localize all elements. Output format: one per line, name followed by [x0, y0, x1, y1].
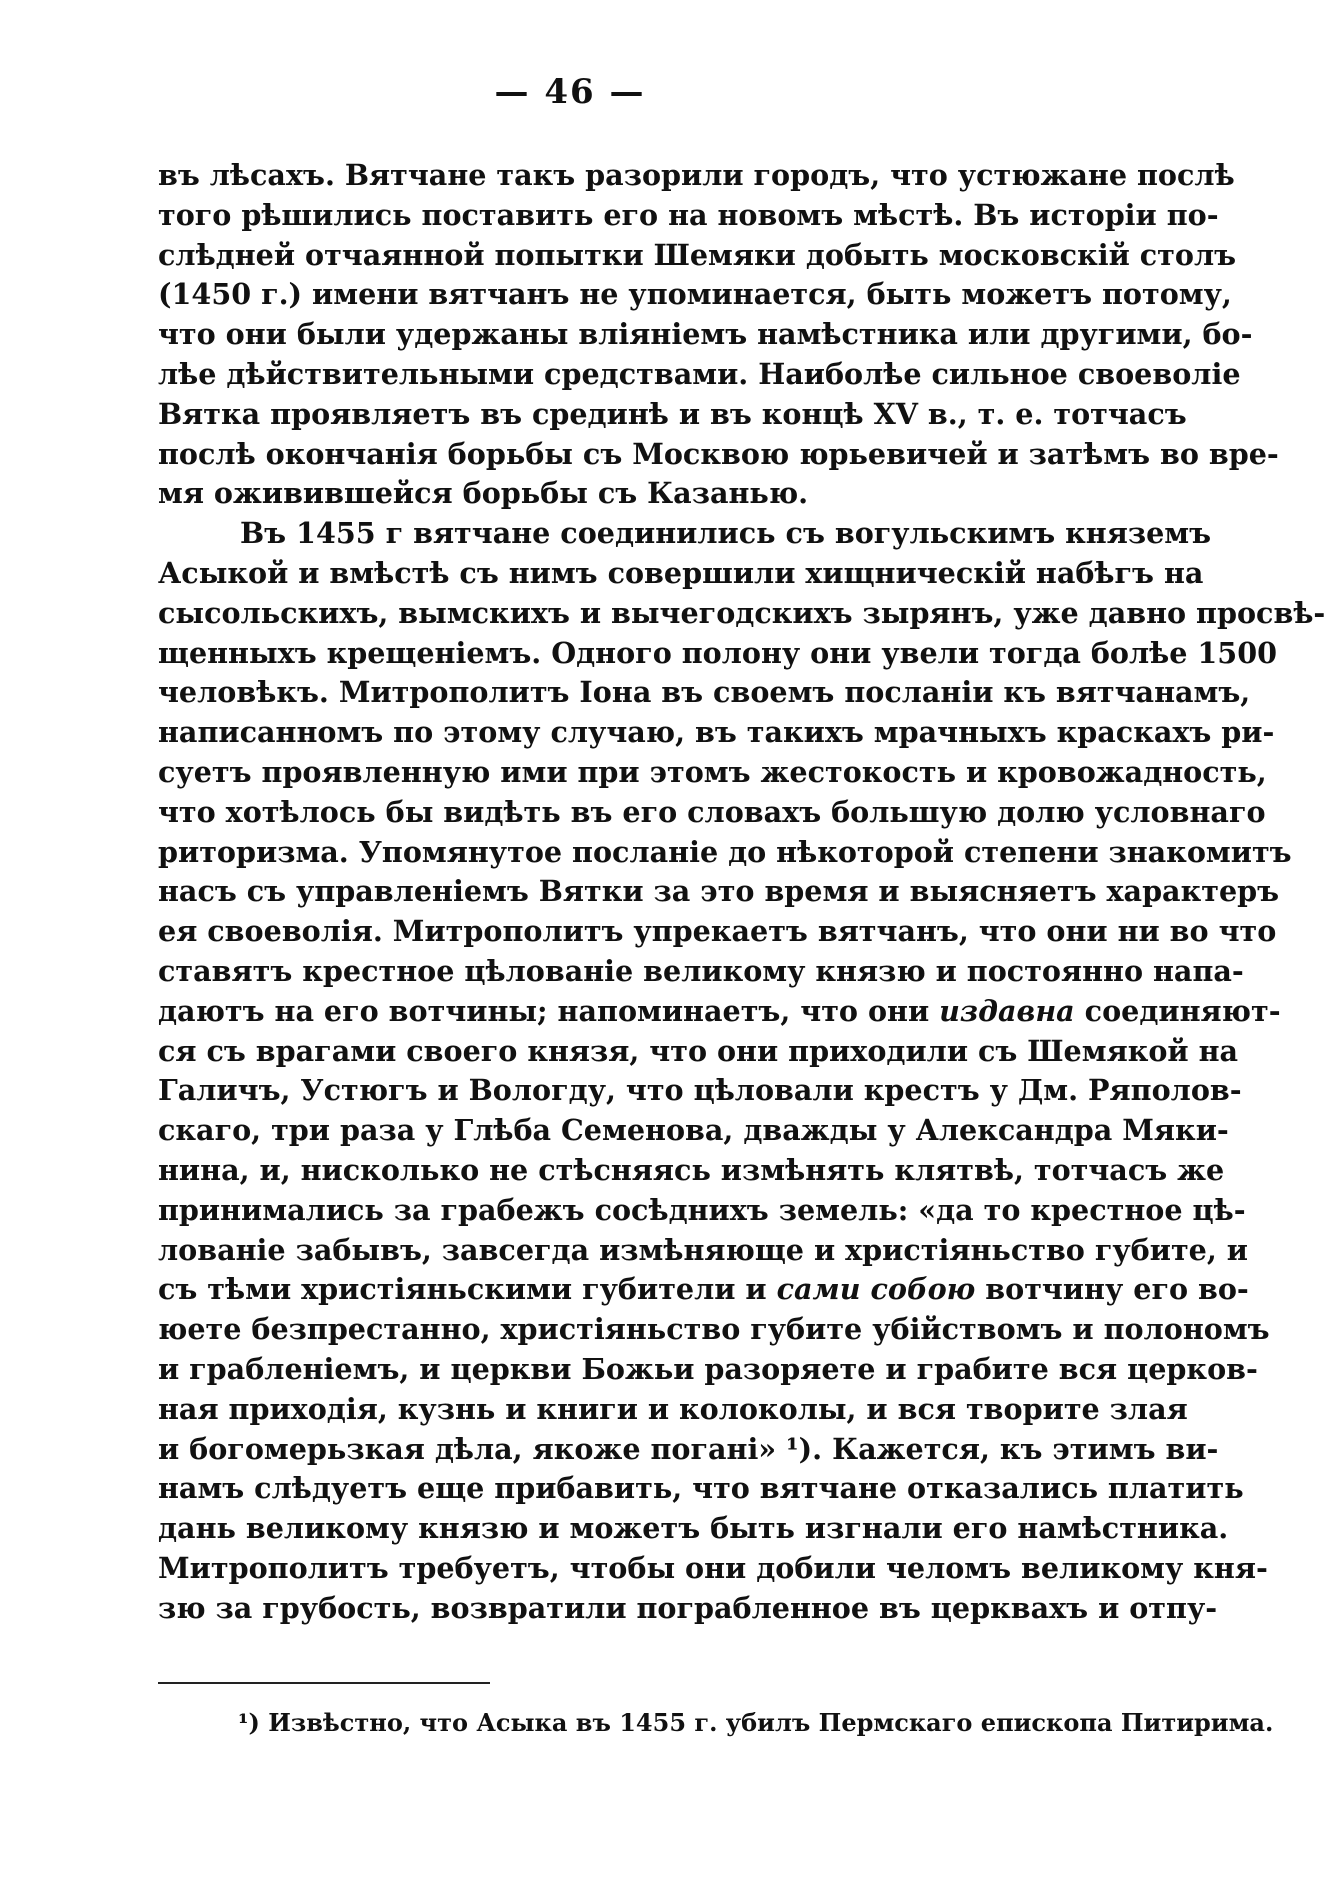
text-line: зю за грубость, возвратили пограбленное въ церквахъ и отпу-: [158, 1590, 1218, 1625]
text-line: даютъ на его вотчины; напоминаетъ, что они издавна соединяют-: [158, 993, 1281, 1028]
text-line: принимались за грабежъ сосѣднихъ земель: «да то крестное цѣ-: [158, 1192, 1246, 1227]
text-line: и грабленіемъ, и церкви Божьи разоряете и грабите вся церков-: [158, 1351, 1258, 1386]
text-line: юете безпрестанно, христіяньство губите убійствомъ и полономъ: [158, 1312, 1270, 1347]
text-line: ея своеволія. Митрополитъ упрекаетъ вятчанъ, что они ни во что: [158, 914, 1277, 949]
text-line: и богомерьзкая дѣла, якоже погані» ¹). Кажется, къ этимъ ви-: [158, 1431, 1219, 1466]
footnote-divider: [158, 1682, 490, 1684]
text-line: Митрополитъ требуетъ, чтобы они добили челомъ великому кня-: [158, 1550, 1268, 1585]
body-text: [158, 156, 1325, 1628]
paragraph-1: [158, 156, 1279, 514]
text-line: мя оживившейся борьбы съ Казанью.: [158, 476, 809, 511]
text-line: въ лѣсахъ. Вятчане такъ разорили городъ, что устюжане послѣ: [158, 158, 1235, 192]
text-line: ся съ врагами своего князя, что они приходили съ Шемякой на: [158, 1033, 1239, 1068]
text-line: суетъ проявленную ими при этомъ жестокость и кровожадность,: [158, 754, 1267, 789]
text-line: лѣе дѣйствительными средствами. Наиболѣе сильное своеволіе: [158, 356, 1241, 391]
text-line: скаго, три раза у Глѣба Семенова, дважды у Александра Мяки-: [158, 1113, 1229, 1148]
text-line: Вятка проявляетъ въ срединѣ и въ концѣ XV в., т. е. тотчасъ: [158, 396, 1187, 431]
text-line: того рѣшились поставить его на новомъ мѣстѣ. Въ исторіи по-: [158, 197, 1219, 232]
text-line: лованіе забывъ, завсегда измѣняюще и христіяньство губите, и: [158, 1232, 1248, 1267]
text-line: дань великому князю и можетъ быть изгнали его намѣстника.: [158, 1511, 1229, 1546]
page-number: — 46 —: [494, 72, 646, 112]
emphasis-text: издавна: [939, 993, 1075, 1028]
text-line: ставятъ крестное цѣлованіе великому князю и постоянно напа-: [158, 953, 1244, 988]
paragraph-2: [158, 514, 1325, 1628]
text-line: написанномъ по этому случаю, въ такихъ мрачныхъ краскахъ ри-: [158, 715, 1275, 750]
text-line: человѣкъ. Митрополитъ Іона въ своемъ посланіи къ вятчанамъ,: [158, 675, 1251, 710]
text-line: нина, и, нисколько не стѣсняясь измѣнять клятвѣ, тотчасъ же: [158, 1152, 1225, 1187]
text-line: что они были удержаны вліяніемъ намѣстника или другими, бо-: [158, 317, 1253, 352]
text-line: Въ 1455 г вятчане соединились съ вогульскимъ княземъ: [240, 516, 1212, 551]
text-line: щенныхъ крещеніемъ. Одного полону они увели тогда болѣе 1500: [158, 635, 1277, 670]
text-line: насъ съ управленіемъ Вятки за это время и выясняетъ характеръ: [158, 874, 1280, 909]
text-line: намъ слѣдуетъ еще прибавить, что вятчане отказались платить: [158, 1471, 1244, 1506]
text-line: риторизма. Упомянутое посланіе до нѣкоторой степени знакомитъ: [158, 834, 1292, 869]
footnote: ¹) Извѣстно, что Асыка въ 1455 г. убилъ Пермскаго епископа Питирима.: [238, 1708, 1274, 1737]
text-line: Асыкой и вмѣстѣ съ нимъ совершили хищническій набѣгъ на: [158, 555, 1204, 590]
text-line: ная приходія, кузнь и книги и колоколы, и вся творите злая: [158, 1391, 1188, 1426]
text-line: послѣ окончанія борьбы съ Москвою юрьевичей и затѣмъ во вре-: [158, 436, 1279, 471]
text-line: что хотѣлось бы видѣть въ его словахъ большую долю условнаго: [158, 794, 1266, 829]
text-line: (1450 г.) имени вятчанъ не упоминается, быть можетъ потому,: [158, 277, 1232, 312]
text-line: съ тѣми христіяньскими губители и сами собою вотчину его во-: [158, 1272, 1249, 1307]
emphasis-text: сами собою: [776, 1272, 976, 1307]
text-line: Галичъ, Устюгъ и Вологду, что цѣловали крестъ у Дм. Ряполов-: [158, 1073, 1242, 1108]
text-line: слѣдней отчаянной попытки Шемяки добыть московскій столъ: [158, 237, 1237, 272]
text-line: сысольскихъ, вымскихъ и вычегодскихъ зырянъ, уже давно просвѣ-: [158, 595, 1325, 630]
